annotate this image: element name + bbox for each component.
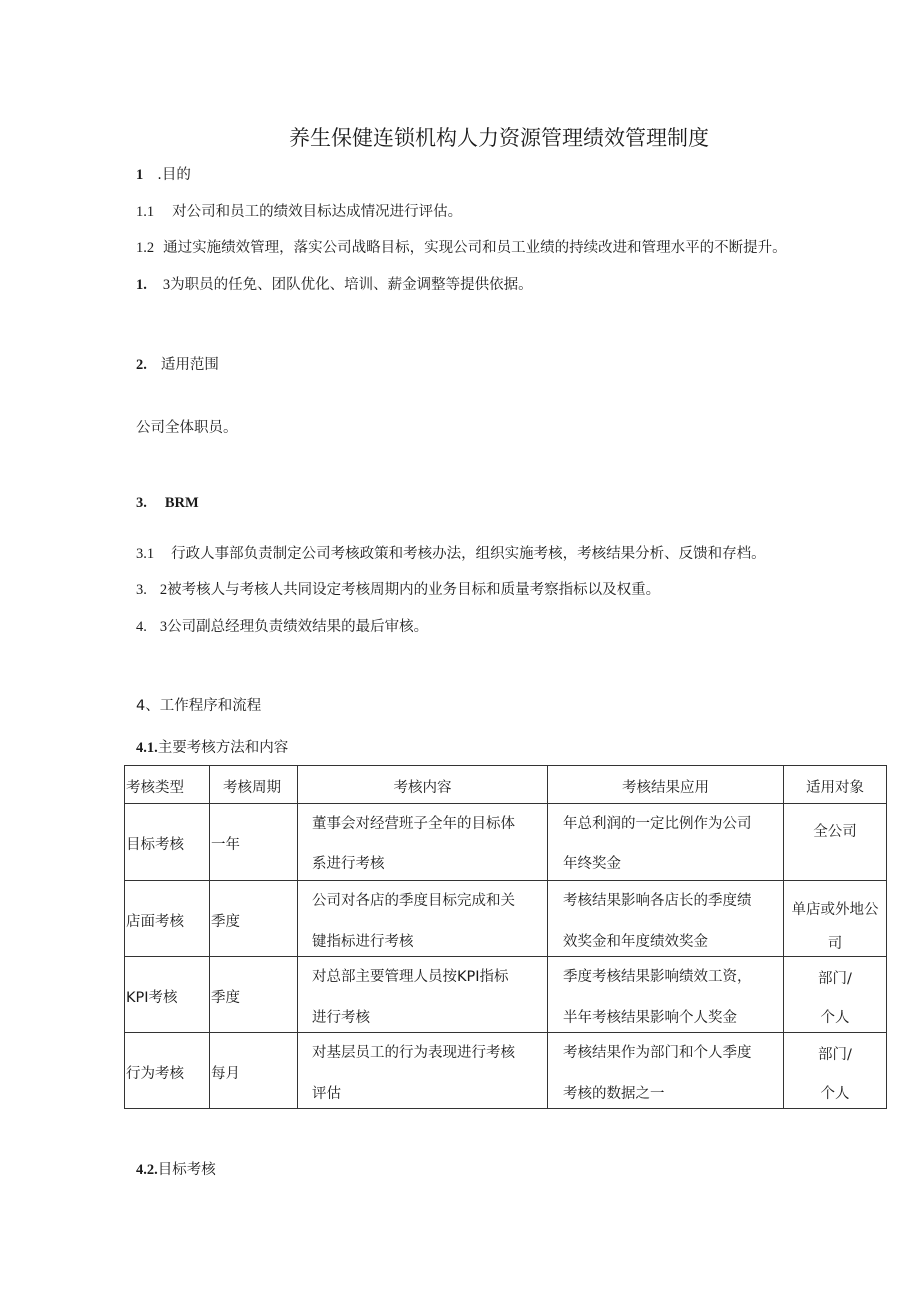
item-text: 为职员的任免、团队优化、培训、薪金调整等提供依据。 [170, 277, 533, 293]
section-title: BRM [164, 495, 199, 511]
cell-content-line2: 系进行考核 [312, 856, 385, 872]
table-cell [125, 957, 210, 1033]
item-text: 被考核人与考核人共同设定考核周期内的业务目标和质量考察指标以及权重。 [167, 582, 661, 598]
item-number: 3. [136, 582, 147, 598]
header-content: 考核内容 [393, 780, 452, 796]
table-cell [298, 957, 548, 1033]
table-cell [548, 957, 784, 1033]
cell-content-line2: 键指标进行考核 [312, 934, 414, 950]
cell-content-line1: 董事会对经营班子全年的目标体 [312, 816, 515, 832]
table-row [125, 957, 887, 1033]
item-number: 4. [136, 619, 147, 635]
table-cell [784, 1033, 887, 1109]
section-4-heading: 4、工作程序和流程 [136, 698, 262, 714]
cell-period: 季度 [211, 914, 240, 930]
table-cell [298, 1033, 548, 1109]
cell-content-line1: 公司对各店的季度目标完成和关 [312, 893, 515, 909]
cell-target-line1: 全公司 [813, 824, 857, 840]
section-title: .目的 [157, 167, 191, 183]
item-number-suffix: 3 [162, 277, 171, 293]
item-3-3 [136, 615, 428, 636]
section-3-heading [136, 492, 199, 512]
section-2-body: 公司全体职员。 [136, 420, 238, 436]
cell-app-line1: 年总利润的一定比例作为公司 [563, 816, 752, 832]
section-4-1-heading [136, 736, 288, 757]
cell-app-line2: 年终奖金 [563, 856, 621, 872]
cell-period: 一年 [211, 837, 240, 853]
section-1-heading [136, 163, 191, 184]
section-number: 1 [136, 167, 144, 183]
table-row [125, 1033, 887, 1109]
sub-number: 4.1. [136, 740, 158, 756]
header-target: 适用对象 [806, 780, 864, 796]
table-cell [210, 881, 298, 957]
table-cell [125, 881, 210, 957]
cell-target-line1: 部门/ [818, 1047, 852, 1063]
table-row [125, 881, 887, 957]
item-number-suffix: 3 [159, 619, 168, 635]
cell-app-line2: 考核的数据之一 [563, 1086, 665, 1102]
section-number: 3. [136, 495, 147, 511]
table-cell [210, 1033, 298, 1109]
section-4-2-heading [136, 1158, 216, 1179]
item-text: 对公司和员工的绩效目标达成情况进行评估。 [172, 204, 463, 220]
item-number: 1.1 [136, 204, 155, 220]
sub-number: 4.2. [136, 1162, 158, 1178]
header-cell [784, 766, 887, 804]
header-period: 考核周期 [223, 780, 281, 796]
table-cell [784, 804, 887, 881]
table-cell [125, 1033, 210, 1109]
item-text: 行政人事部负责制定公司考核政策和考核办法，组织实施考核，考核结果分析、反馈和存档。 [171, 546, 766, 562]
cell-period: 季度 [211, 990, 240, 1006]
cell-app-line1: 考核结果作为部门和个人季度 [563, 1045, 752, 1061]
cell-app-line1: 考核结果影响各店长的季度绩 [563, 893, 752, 909]
cell-period: 每月 [211, 1066, 240, 1082]
table-cell [210, 957, 298, 1033]
cell-content-line2: 进行考核 [312, 1010, 370, 1026]
cell-app-line1: 季度考核结果影响绩效工资， [563, 969, 752, 985]
cell-app-line2: 半年考核结果影响个人奖金 [563, 1010, 737, 1026]
item-1-3 [136, 273, 533, 294]
table-cell [298, 804, 548, 881]
cell-type: 行为考核 [126, 1066, 184, 1082]
assessment-table [124, 765, 887, 1109]
item-3-1 [136, 542, 766, 563]
table-row [125, 804, 887, 881]
header-cell [125, 766, 210, 804]
table-cell [548, 1033, 784, 1109]
cell-target-line2: 司 [827, 936, 843, 952]
section-number: 2. [136, 357, 147, 373]
item-number: 1. [136, 277, 147, 293]
section-title: 适用范围 [160, 357, 219, 373]
item-number: 3.1 [136, 546, 155, 562]
page-title: 养生保健连锁机构人力资源管理绩效管理制度 [289, 126, 709, 150]
cell-app-line2: 效奖金和年度绩效奖金 [563, 934, 708, 950]
item-number: 1.2 [136, 240, 155, 256]
table-cell [125, 804, 210, 881]
cell-target-line2: 个人 [820, 1086, 850, 1102]
item-3-2 [136, 578, 660, 599]
table-cell [784, 881, 887, 957]
item-1-2 [136, 236, 787, 257]
sub-title: 主要考核方法和内容 [157, 740, 289, 756]
table-cell [210, 804, 298, 881]
table-cell [784, 957, 887, 1033]
header-type: 考核类型 [126, 780, 184, 796]
item-number-suffix: 2 [159, 582, 168, 598]
table-cell [298, 881, 548, 957]
table-header-row [125, 766, 887, 804]
cell-content-line1: 对总部主要管理人员按KPI指标 [312, 969, 509, 985]
cell-content-line1: 对基层员工的行为表现进行考核 [312, 1045, 515, 1061]
cell-target-line2: 个人 [820, 1010, 850, 1026]
cell-target-line1: 单店或外地公 [791, 902, 879, 918]
header-cell [298, 766, 548, 804]
item-text: 公司副总经理负责绩效结果的最后审核。 [167, 619, 429, 635]
section-2-heading [136, 353, 219, 374]
cell-target-line1: 部门/ [818, 971, 852, 987]
cell-type: KPI考核 [126, 990, 178, 1006]
cell-type: 目标考核 [126, 837, 184, 853]
item-1-1 [136, 200, 462, 221]
header-application: 考核结果应用 [622, 780, 709, 796]
sub-title: 目标考核 [157, 1162, 216, 1178]
table-cell [548, 804, 784, 881]
header-cell [210, 766, 298, 804]
cell-type: 店面考核 [126, 914, 184, 930]
header-cell [548, 766, 784, 804]
table-cell [548, 881, 784, 957]
cell-content-line2: 评估 [312, 1086, 341, 1102]
item-text: 通过实施绩效管理，落实公司战略目标，实现公司和员工业绩的持续改进和管理水平的不断提升。 [163, 240, 787, 256]
